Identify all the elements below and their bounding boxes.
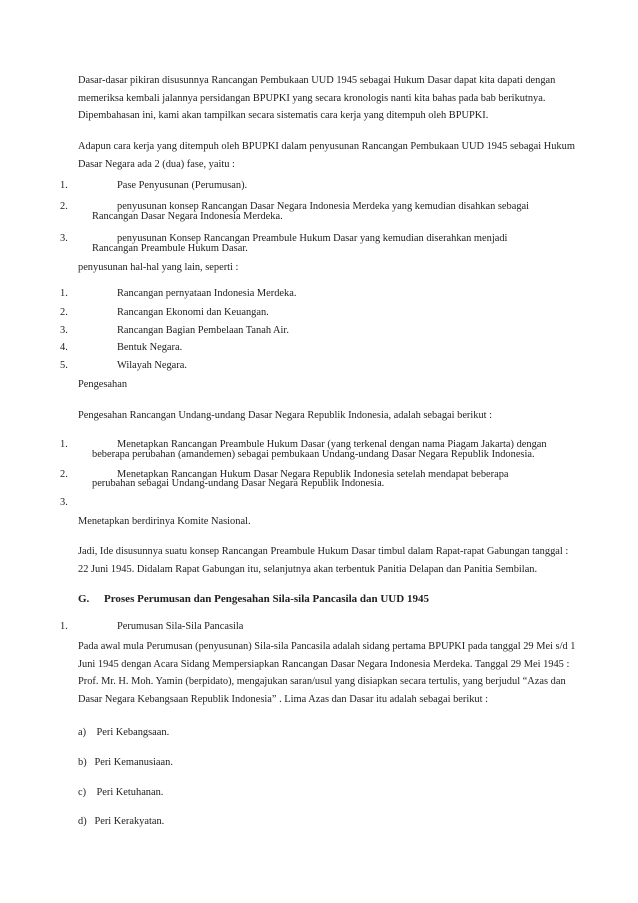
subsection-number: 1. <box>60 621 68 632</box>
list-item: Wilayah Negara. <box>117 360 187 371</box>
list-item: penyusunan Konsep Rancangan Preambule Hukum Dasar yang kemudian diserahkan menjadi <box>117 233 508 244</box>
list-number: 5. <box>60 360 68 371</box>
list-item: Pase Penyusunan (Perumusan). <box>117 180 248 191</box>
list-item <box>78 754 173 772</box>
list-number: 2. <box>60 469 68 480</box>
list-item: Menetapkan Rancangan Hukum Dasar Negara Republik Indonesia setelah mendapat beberapa <box>117 469 509 480</box>
section-heading-g <box>78 591 429 609</box>
list-text: Peri Kebangsaan. <box>96 727 170 738</box>
section-title: Proses Perumusan dan Pengesahan Sila-sila Pancasila dan UUD 1945 <box>104 593 429 605</box>
list-item-continuation: Rancangan Preambule Hukum Dasar. <box>92 243 248 254</box>
list-number: 2. <box>60 201 68 212</box>
paragraph-intro: Dasar-dasar pikiran disusunnya Rancangan Pembukaan UUD 1945 sebagai Hukum Dasar dapat kita dapati dengan memeriksa kembali jalannya persidangan BPUPKI yang secara kronologis nanti kita bahas pada bab berikutnya. Dipembahasan ini, kami akan tampilkan secara sistematis cara kerja yang ditempuh oleh BPUPKI. <box>78 75 556 121</box>
paragraph-cara-kerja: Adapun cara kerja yang ditempuh oleh BPUPKI dalam penyusunan Rancangan Pembukaan UUD 1945 sebagai Hukum Dasar Negara ada 2 (dua) fase, yaitu : <box>78 141 575 170</box>
list-label: d) <box>78 816 87 827</box>
list-number: 4. <box>60 342 68 353</box>
list-number: 1. <box>60 439 68 450</box>
list-label: c) <box>78 787 87 798</box>
list-item: Rancangan Bagian Pembelaan Tanah Air. <box>117 325 289 336</box>
list-item: penyusunan konsep Rancangan Dasar Negara Indonesia Merdeka yang kemudian disahkan sebagai <box>117 201 530 212</box>
paragraph-pengesahan-rancangan: Pengesahan Rancangan Undang-undang Dasar Negara Republik Indonesia, adalah sebagai berikut : <box>78 410 493 421</box>
list-label: a) <box>78 727 87 738</box>
list-number: 1. <box>60 288 68 299</box>
list-item <box>78 813 164 831</box>
list-number: 3. <box>60 325 68 336</box>
paragraph-hal-lain: penyusunan hal-hal yang lain, seperti : <box>78 262 239 273</box>
section-letter: G. <box>78 593 90 605</box>
list-number: 2. <box>60 307 68 318</box>
list-item-continuation: beberapa perubahan (amandemen) sebagai pembukaan Undang-undang Dasar Negara Republik Indonesia. <box>92 449 535 460</box>
list-text: Peri Ketuhanan. <box>96 787 164 798</box>
list-text: Peri Kemanusiaan. <box>94 757 173 768</box>
list-item: Rancangan pernyataan Indonesia Merdeka. <box>117 288 297 299</box>
list-number: 1. <box>60 180 68 191</box>
subsection-title: Perumusan Sila-Sila Pancasila <box>117 621 244 632</box>
list-item-continuation: Rancangan Dasar Negara Indonesia Merdeka. <box>92 211 283 222</box>
paragraph-pengesahan: Pengesahan <box>78 379 128 390</box>
list-number: 3. <box>60 497 68 508</box>
list-item <box>78 724 169 742</box>
list-label: b) <box>78 757 87 768</box>
paragraph-pada-awal: Pada awal mula Perumusan (penyusunan) Sila-sila Pancasila adalah sidang pertama BPUPKI pada tanggal 29 Mei s/d 1 Juni 1945 dengan Acara Sidang Mempersiapkan Rancangan Dasar Negara Indonesia Merdeka. Tanggal 29 Mei 1945 : Prof. Mr. H. Moh. Yamin (berpidato), mengajukan saran/usul yang disiapkan secara tertulis, yang berjudul “Azas dan Dasar Negara Kebangsaan Republik Indonesia” . Lima Azas dan Dasar itu adalah sebagai berikut : <box>78 641 576 705</box>
list-item <box>78 784 163 802</box>
list-item: Rancangan Ekonomi dan Keuangan. <box>117 307 269 318</box>
list-text: Peri Kerakyatan. <box>94 816 165 827</box>
list-item-continuation: perubahan sebagai Undang-undang Dasar Negara Republik Indonesia. <box>92 478 385 489</box>
list-item: Bentuk Negara. <box>117 342 183 353</box>
list-number: 3. <box>60 233 68 244</box>
paragraph-jadi: Jadi, Ide disusunnya suatu konsep Rancangan Preambule Hukum Dasar timbul dalam Rapat-rapat Gabungan tanggal : 22 Juni 1945. Didalam Rapat Gabungan itu, selanjutnya akan terbentuk Panitia Delapan dan Panitia Sembilan. <box>78 546 569 575</box>
list-item: Menetapkan Rancangan Preambule Hukum Dasar (yang terkenal dengan nama Piagam Jakarta) dengan <box>117 439 547 450</box>
paragraph-komite: Menetapkan berdirinya Komite Nasional. <box>78 516 251 527</box>
